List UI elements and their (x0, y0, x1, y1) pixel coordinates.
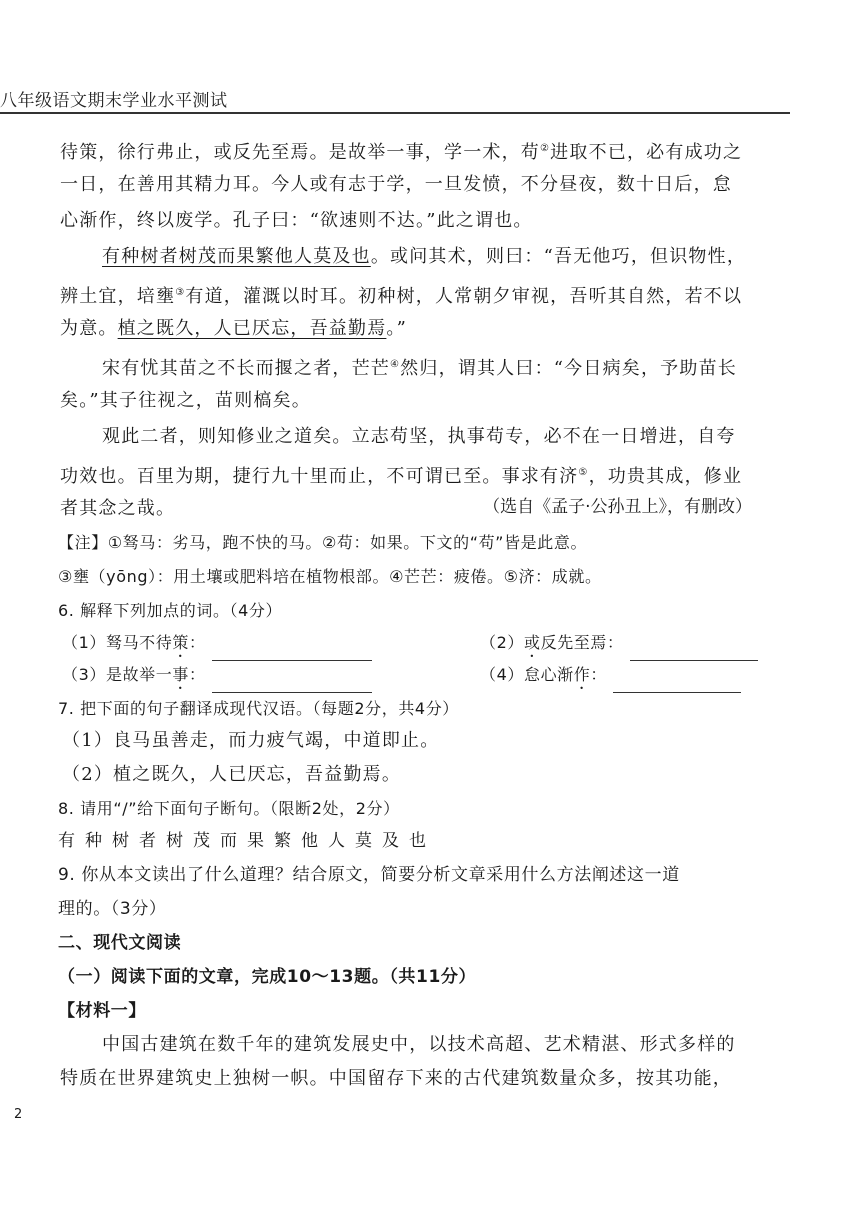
section-2-title: 二、现代文阅读 (58, 933, 182, 953)
notes-line-2: ③壅（yōng）：用土壤或肥料培在植物根部。④芒芒：疲倦。⑤济：成就。 (58, 567, 602, 586)
q8-title: 8. 请用“/”给下面句子断句。（限断2处，2分） (58, 799, 400, 818)
passage-p3-line-1: 宋有忧其苗之不长而揠之者，芒芒④然归，谓其人曰：“今日病矣，予助苗长 (102, 358, 737, 379)
underlined-sentence: 有种树者树茂而果繁他人莫及也 (102, 246, 371, 267)
q6-item-4: （4）怠心渐作： (480, 660, 741, 693)
material-1-line-1: 中国古建筑在数千年的建筑发展史中，以技术高超、艺术精湛、形式多样的 (102, 1034, 736, 1055)
answer-blank-4[interactable] (613, 674, 741, 693)
passage-p4-line-2: 功效也。百里为期，捷行九十里而止，不可谓已至。事求有济⑤，功贵其成，修业 (60, 466, 743, 487)
source-citation: （选自《孟子·公孙丑上》，有删改） (483, 497, 752, 517)
passage-line-1: 待策，徐行弗止，或反先至焉。是故举一事，学一术，苟②进取不已，必有成功之 (60, 142, 743, 163)
answer-blank-2[interactable] (630, 642, 758, 661)
q9-line-2: 理的。（3分） (58, 899, 167, 919)
passage-line-2: 一日，在善用其精力耳。今人或有志于学，一旦发愤，不分昼夜，数十日后，怠 (60, 174, 732, 195)
q9-line-1: 9. 你从本文读出了什么道理？结合原文，简要分析文章采用什么方法阐述这一道 (58, 865, 680, 885)
answer-blank-3[interactable] (212, 674, 372, 693)
material-1-line-2: 特质在世界建筑史上独树一帜。中国留存下来的古代建筑数量众多，按其功能， (60, 1068, 732, 1089)
q7-sentence-2: （2）植之既久，人已厌忘，吾益勤焉。 (62, 764, 402, 785)
page-header-title: 八年级语文期末学业水平测试 (0, 91, 228, 111)
underlined-sentence-2: 植之既久，人已厌忘，吾益勤焉 (117, 318, 387, 339)
passage-p4-line-1: 观此二者，则知修业之道矣。立志苟坚，执事苟专，必不在一日增进，自夸 (102, 426, 736, 447)
q7-title: 7. 把下面的句子翻译成现代汉语。（每题2分，共4分） (58, 699, 459, 718)
answer-blank-1[interactable] (212, 642, 372, 661)
passage-p3-line-2: 矣。”其子往视之，苗则槁矣。 (60, 390, 312, 411)
passage-p2-line-2: 辨土宜，培壅③有道，灌溉以时耳。初种树，人常朝夕审视，吾听其自然，若不以 (60, 286, 743, 307)
passage-p2-line-1: 有种树者树茂而果繁他人莫及也。或问其术，则曰：“吾无他巧，但识物性， (102, 246, 747, 267)
notes-line-1: 【注】①驽马：劣马，跑不快的马。②苟：如果。下文的“苟”皆是此意。 (58, 533, 588, 552)
q7-sentence-1: （1）良马虽善走，而力疲气竭，中道即止。 (62, 730, 440, 751)
q6-item-1: （1）驽马不待策： (62, 628, 372, 661)
q6-title: 6. 解释下列加点的词。（4分） (58, 601, 283, 620)
page-number: 2 (14, 1107, 23, 1122)
passage-p2-line-3: 为意。植之既久，人已厌忘，吾益勤焉。” (60, 318, 408, 339)
passage-line-3: 心渐作，终以废学。孔子曰：“欲速则不达。”此之谓也。 (60, 210, 533, 231)
passage-p4-line-3: 者其念之哉。 (60, 498, 176, 519)
q6-item-2: （2）或反先至焉： (480, 628, 758, 661)
q6-item-3: （3）是故举一事： (62, 660, 372, 693)
material-1-label: 【材料一】 (58, 1001, 146, 1021)
section-2-subtitle: （一）阅读下面的文章，完成10～13题。（共11分） (58, 967, 477, 987)
header-rule (0, 112, 790, 114)
q8-sentence: 有种树者树茂而果繁他人莫及也 (58, 831, 436, 851)
